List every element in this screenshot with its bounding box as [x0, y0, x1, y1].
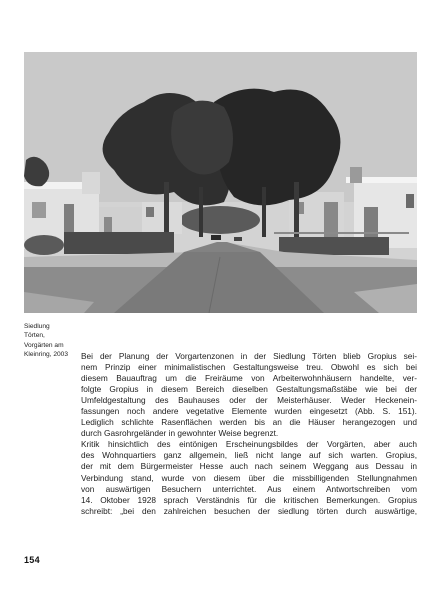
text-line: fassungen noch andere vegetative Elemente wurden eingesetzt (Abb. S. 151). — [81, 406, 417, 417]
text-line: nem Prinzip einer minimalistischen Gestaltungsweise treu. Obwohl es sich bei — [81, 362, 417, 373]
street-scene-image — [24, 52, 417, 313]
text-line: Lediglich schlichte Rasenflächen werden bis an die Häuser herangezogen und — [81, 417, 417, 428]
caption-line: Törten, — [24, 332, 45, 340]
body-text — [81, 351, 417, 517]
page-number: 154 — [24, 555, 40, 565]
caption-line: Kleinring, 2003 — [24, 351, 68, 359]
text-line: des Wohnquartiers ganz allgemein, ließ nicht lange auf sich warten. Gropius, — [81, 450, 417, 461]
text-line: folgte Gropius in diesem Bereich dieselben Gestaltungsmaßstäbe wie bei der — [81, 384, 417, 395]
caption-line: Vorgärten am — [24, 341, 64, 349]
street-photograph — [24, 52, 417, 313]
text-line: von auswärtigen Besuchern unterrichtet. Aus einem Antwortschreiben vom — [81, 483, 417, 494]
text-line: schreibt: „bei den zahlreichen besuchen der siedlung törten durch auswärtige, — [81, 505, 417, 516]
caption-line: Siedlung — [24, 323, 50, 330]
figure-caption — [24, 322, 80, 360]
text-line: durch Gasrohrgeländer in gewohnter Weise begrenzt. — [81, 428, 279, 439]
text-line: 14. Oktober 1928 sprach Verständnis für die kritischen Bemerkungen. Gropius — [81, 494, 417, 505]
text-line: diesem Bauauftrag um die Freiräume von Arbeiterwohnhäusern handelte, ver- — [81, 373, 417, 384]
text-line: Kritik hinsichtlich des eintönigen Erscheinungsbildes der Vorgärten, aber auch — [81, 439, 417, 450]
text-line: Verbindung stand, wurde von diesem über die missbilligenden Stellungnahmen — [81, 472, 417, 483]
text-line: Bei der Planung der Vorgartenzonen in der Siedlung Törten blieb Gropius sei- — [81, 351, 417, 361]
text-line: der mit dem Bürgermeister Hesse auch nach seinem Weggang aus Dessau in — [81, 461, 417, 472]
text-line: Umfeldgestaltung des Bauhauses oder der Meisterhäuser. Weder Heckenein- — [81, 395, 417, 406]
